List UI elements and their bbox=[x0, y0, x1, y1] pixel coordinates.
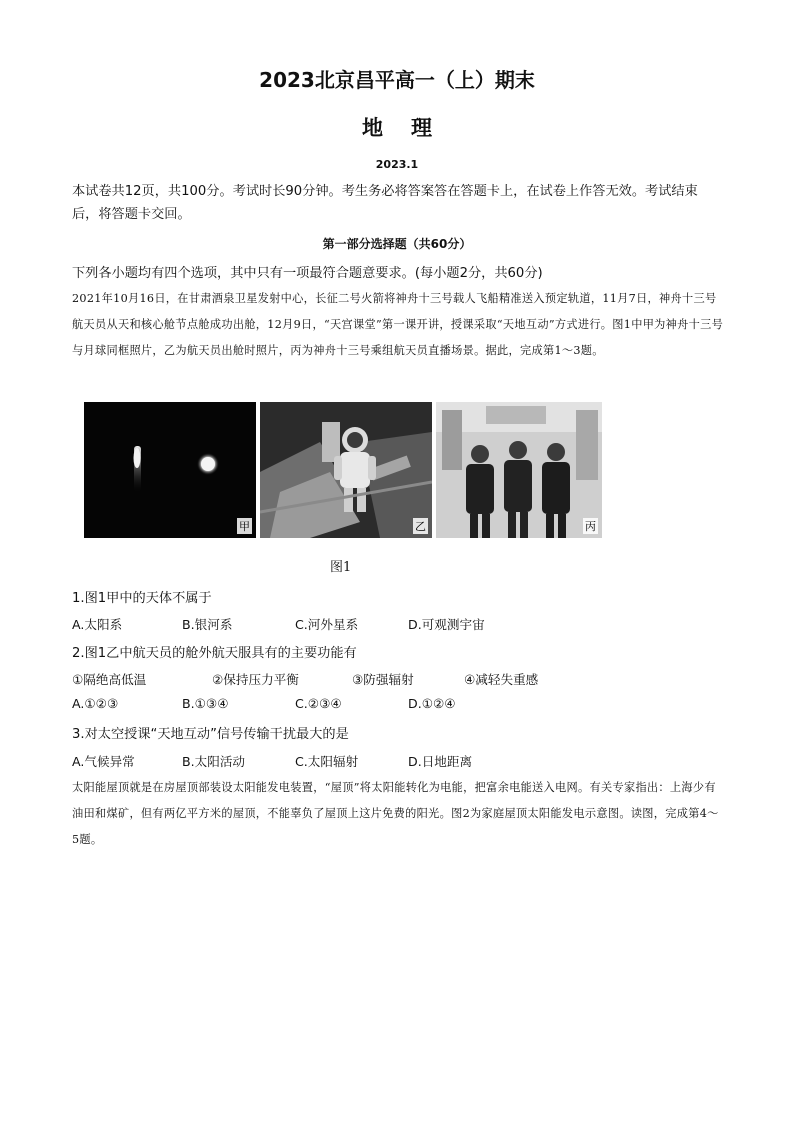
question-3-options bbox=[72, 751, 472, 770]
q3-option-c: C.太阳辐射 bbox=[295, 754, 359, 769]
q3-option-a: A.气候异常 bbox=[72, 754, 135, 769]
astronauts-cabin-image bbox=[436, 402, 602, 538]
astronaut-eva-image bbox=[260, 402, 432, 538]
subject-title: 地理 bbox=[362, 116, 460, 140]
photo-label-jia: 甲 bbox=[239, 520, 250, 533]
q2-item-3: ③防强辐射 bbox=[352, 672, 414, 687]
q1-option-c: C.河外星系 bbox=[295, 617, 359, 632]
reading-material-1: 2021年10月16日，在甘肃酒泉卫星发射中心，长征二号火箭将神舟十三号载人飞船精准送入预定轨道，11月7日，神舟十三号航天员从天和核心舱节点舱成功出舱，12月9日，“天宫课堂”第一课开讲，授课采取“天地互动”方式进行。图1中甲为神舟十三号与月球同框照片，乙为航天员出舱时照片，丙为神舟十三号乘组航天员直播场景。据此，完成第1～3题。 bbox=[72, 292, 724, 357]
q2-item-4: ④减轻失重感 bbox=[464, 672, 539, 687]
figure-1 bbox=[84, 402, 602, 538]
photo-label-bing: 丙 bbox=[585, 520, 596, 533]
q2-option-d: D.①②④ bbox=[408, 696, 456, 711]
q2-item-2: ②保持压力平衡 bbox=[212, 672, 299, 687]
reading-material-2: 太阳能屋顶就是在房屋顶部装设太阳能发电装置，“屋顶”将太阳能转化为电能，把富余电能送入电网。有关专家指出：上海少有油田和煤矿，但有两亿平方米的屋顶，不能辜负了屋顶上这片免费的阳光。图2为家庭屋顶太阳能发电示意图。读图，完成第4～5题。 bbox=[72, 781, 719, 846]
section-title: 第一部分选择题（共60分） bbox=[322, 237, 472, 251]
q3-option-b: B.太阳活动 bbox=[182, 754, 246, 769]
question-2-options bbox=[72, 696, 456, 711]
question-2-items bbox=[72, 669, 538, 688]
q2-option-a: A.①②③ bbox=[72, 696, 119, 711]
photo-bing bbox=[436, 402, 602, 538]
question-1-stem: 1.图1甲中的天体不属于 bbox=[72, 591, 212, 606]
photo-label-yi: 乙 bbox=[415, 520, 426, 533]
exam-title: 2023北京昌平高一（上）期末 bbox=[259, 68, 535, 92]
q1-option-b: B.银河系 bbox=[182, 617, 233, 632]
q2-option-b: B.①③④ bbox=[182, 696, 229, 711]
question-1-options bbox=[72, 614, 485, 633]
q1-option-d: D.可观测宇宙 bbox=[408, 617, 485, 632]
exam-date: 2023.1 bbox=[375, 158, 419, 171]
q2-option-c: C.②③④ bbox=[295, 696, 342, 711]
question-3-stem: 3.对太空授课“天地互动”信号传输干扰最大的是 bbox=[72, 727, 349, 742]
q2-item-1: ①隔绝高低温 bbox=[72, 672, 147, 687]
question-2-stem: 2.图1乙中航天员的舱外航天服具有的主要功能有 bbox=[72, 646, 357, 661]
photo-yi bbox=[260, 402, 432, 538]
exam-intro: 本试卷共12页，共100分。考试时长90分钟。考生务必将答案答在答题卡上，在试卷上作答无效。考试结束后，将答题卡交回。 bbox=[72, 184, 698, 222]
instructions: 下列各小题均有四个选项，其中只有一项最符合题意要求。(每小题2分，共60分) bbox=[72, 266, 543, 281]
spacecraft-moon-image bbox=[84, 402, 256, 538]
photo-jia bbox=[84, 402, 256, 538]
figure-1-caption: 图1 bbox=[330, 560, 352, 575]
q1-option-a: A.太阳系 bbox=[72, 617, 123, 632]
q3-option-d: D.日地距离 bbox=[408, 754, 473, 769]
